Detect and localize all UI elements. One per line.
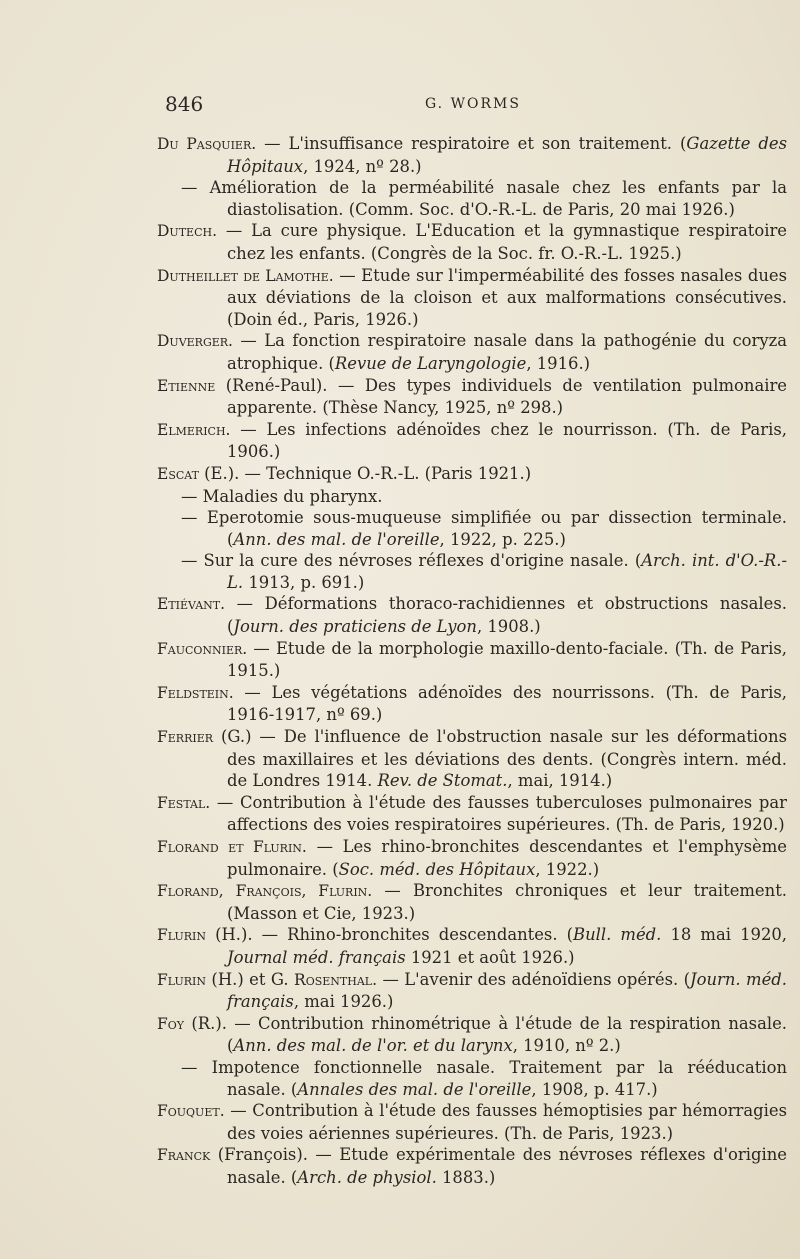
entry-text: (E.). — Technique O.-R.-L. (Paris 1921.) <box>198 463 532 483</box>
entry-journal-title: Rev. de Stomat. <box>377 771 508 791</box>
entry-journal-title: Gazette des Hôpitaux <box>227 134 788 176</box>
bibliography-entry <box>157 726 787 792</box>
entry-text: (G.) — De l'influence de l'obstruction nasale sur les déformations des maxillaires et les déviations des dents. (Congrès intern. méd. de Londres 1914. <box>213 727 787 791</box>
entry-author: Flurin <box>157 926 206 945</box>
page-number: 846 <box>165 92 204 116</box>
entry-author: Etienne <box>157 376 216 395</box>
entry-author: Dutech. <box>157 222 218 241</box>
entry-author: Fouquet. <box>157 1102 225 1121</box>
entry-journal-title: Journ. méd. français <box>227 969 788 1012</box>
entry-text: — Déformations thoraco-rachidiennes et obstructions nasales. ( <box>225 594 787 637</box>
entry-journal-title: Bull. méd. <box>573 925 662 945</box>
bibliography-entry <box>157 969 787 1013</box>
bibliography-entry <box>157 792 787 836</box>
bibliography-entry <box>157 638 787 682</box>
entry-author: Florand et Flurin. <box>157 838 307 856</box>
bibliography-entry <box>157 220 787 264</box>
entry-journal-title: Journ. des praticiens de Lyon <box>233 617 477 637</box>
entry-author: Elmerich. <box>157 420 231 439</box>
entry-author: Dutheillet de Lamothe. <box>157 266 334 285</box>
entry-text: — Maladies du pharynx. <box>181 486 383 506</box>
entry-text: , mai 1926.) <box>293 992 394 1012</box>
entry-text: — Impotence fonctionnelle nasale. Traitement par la rééducation nasale. ( <box>181 1057 787 1099</box>
bibliography-entry <box>157 1057 787 1100</box>
entry-text: — La cure physique. L'Education et la gymnastique respiratoire chez les enfants. (Congrès de la Soc. fr. O.-R.-L. 1925.) <box>217 221 787 263</box>
entry-text: (H.). — Rhino-bronchites descendantes. ( <box>205 925 574 945</box>
bibliography-entry <box>157 419 787 463</box>
entry-text: — Bronchites chroniques et leur traitement. (Masson et Cie, 1923.) <box>227 881 787 923</box>
bibliography-entry <box>157 375 787 419</box>
bibliography-entry <box>157 550 787 593</box>
entry-journal-title: Arch. int. d'O.-R.-L. <box>227 551 787 592</box>
entry-text: , 1908, p. 417.) <box>531 1079 658 1099</box>
bibliography-entry <box>157 486 787 508</box>
entry-text: 1913, p. 691.) <box>243 572 365 592</box>
bibliography-entry <box>157 836 787 880</box>
entry-text: (H.) et G. <box>205 969 295 989</box>
bibliography-entry <box>157 924 787 968</box>
entry-text: , 1922.) <box>535 859 600 879</box>
entry-author: Fauconnier. <box>157 639 248 658</box>
bibliography-entry <box>157 1144 787 1188</box>
entry-text: 1921 et août 1926.) <box>405 947 575 967</box>
entry-text: , mai, 1914.) <box>507 771 613 791</box>
entry-author: Feldstein. <box>157 683 234 702</box>
entry-text: , 1922, p. 225.) <box>439 529 566 549</box>
entry-text: — Eperotomie sous-muqueuse simplifiée ou par dissection terminale. ( <box>181 508 787 549</box>
entry-text: — L'avenir des adénoïdiens opérés. ( <box>377 969 691 989</box>
page-header <box>165 92 785 122</box>
entry-journal-title: Revue de Laryngologie <box>334 353 527 373</box>
entry-author: Florand, François, Flurin. <box>157 882 373 901</box>
bibliography-entry <box>157 1100 787 1144</box>
entry-text: , 1924, nº 28.) <box>303 156 422 176</box>
bibliography-entry <box>157 265 787 331</box>
bibliography-entry <box>157 682 787 726</box>
bibliography-entry <box>157 133 787 177</box>
bibliography-entry <box>157 593 787 637</box>
entry-author: Duverger. <box>157 332 233 351</box>
entry-author: Festal. <box>157 793 211 812</box>
entry-text: — Sur la cure des névroses réflexes d'origine nasale. ( <box>181 551 642 571</box>
entry-text: — L'insuffisance respiratoire et son traitement. ( <box>256 134 687 153</box>
entry-journal-title: Arch. de physiol. <box>297 1167 437 1187</box>
entry-author: Escat <box>157 464 199 483</box>
entry-text: — Les rhino-bronchites descendantes et l'emphysème pulmonaire. ( <box>227 837 787 879</box>
entry-text: — Etude sur l'imperméabilité des fosses nasales dues aux déviations de la cloison et aux malformations consécutives. (Doin éd., Paris, 1926.) <box>227 265 787 329</box>
entry-journal-title: Ann. des mal. de l'or. et du larynx <box>233 1036 513 1056</box>
entry-text: , 1916.) <box>526 353 591 373</box>
entry-text: , 1908.) <box>476 617 541 637</box>
bibliography-entry <box>157 507 787 550</box>
entry-author: Ferrier <box>157 728 214 747</box>
bibliography-entry <box>157 177 787 220</box>
entry-journal-title: Soc. méd. des Hôpitaux <box>338 859 536 879</box>
entry-text: — La fonction respiratoire nasale dans la pathogénie du coryza atrophique. ( <box>227 331 787 373</box>
entry-text: — Les végétations adénoïdes des nourrissons. (Th. de Paris, 1916-1917, nº 69.) <box>227 682 787 725</box>
entry-text: , 1910, nº 2.) <box>512 1036 621 1056</box>
entry-author: Franck <box>157 1146 211 1165</box>
entry-author: Du Pasquier. <box>157 135 257 153</box>
entry-coauthor: Rosenthal. <box>294 970 378 989</box>
entry-text: (R.). — Contribution rhinométrique à l'étude de la respiration nasale. ( <box>184 1013 787 1056</box>
entry-text: — Contribution à l'étude des fausses hémoptisies par hémorragies des voies aériennes supérieures. (Th. de Paris, 1923.) <box>224 1101 787 1143</box>
bibliography-list <box>157 133 787 1189</box>
entry-text: 1883.) <box>436 1167 496 1187</box>
entry-text: — Etude de la morphologie maxillo-dento-faciale. (Th. de Paris, 1915.) <box>227 638 787 681</box>
entry-text: 18 mai 1920, <box>661 925 788 945</box>
entry-author: Flurin <box>157 970 206 989</box>
entry-text: — Contribution à l'étude des fausses tuberculoses pulmonaires par affections des voies respiratoires supérieures. (Th. de Paris, 1920.) <box>210 792 787 835</box>
entry-journal-title: Journal méd. français <box>227 947 406 967</box>
entry-author: Etiévant. <box>157 595 226 614</box>
entry-author: Foy <box>157 1014 185 1033</box>
entry-text: (François). — Etude expérimentale des névroses réflexes d'origine nasale. ( <box>210 1145 787 1187</box>
entry-text: (René-Paul). — Des types individuels de ventilation pulmonaire apparente. (Thèse Nancy, 1925, nº 298.) <box>215 375 787 418</box>
bibliography-entry <box>157 330 787 374</box>
bibliography-entry <box>157 463 787 486</box>
running-head: G. WORMS <box>425 96 521 112</box>
entry-text: — Amélioration de la perméabilité nasale chez les enfants par la diastolisation. (Comm. Soc. d'O.-R.-L. de Paris, 20 mai 1926.) <box>181 178 787 219</box>
bibliography-entry <box>157 880 787 924</box>
bibliography-entry <box>157 1013 787 1057</box>
entry-journal-title: Ann. des mal. de l'oreille <box>233 529 440 549</box>
entry-text: — Les infections adénoïdes chez le nourrisson. (Th. de Paris, 1906.) <box>227 419 787 462</box>
entry-journal-title: Annales des mal. de l'oreille <box>297 1079 532 1099</box>
